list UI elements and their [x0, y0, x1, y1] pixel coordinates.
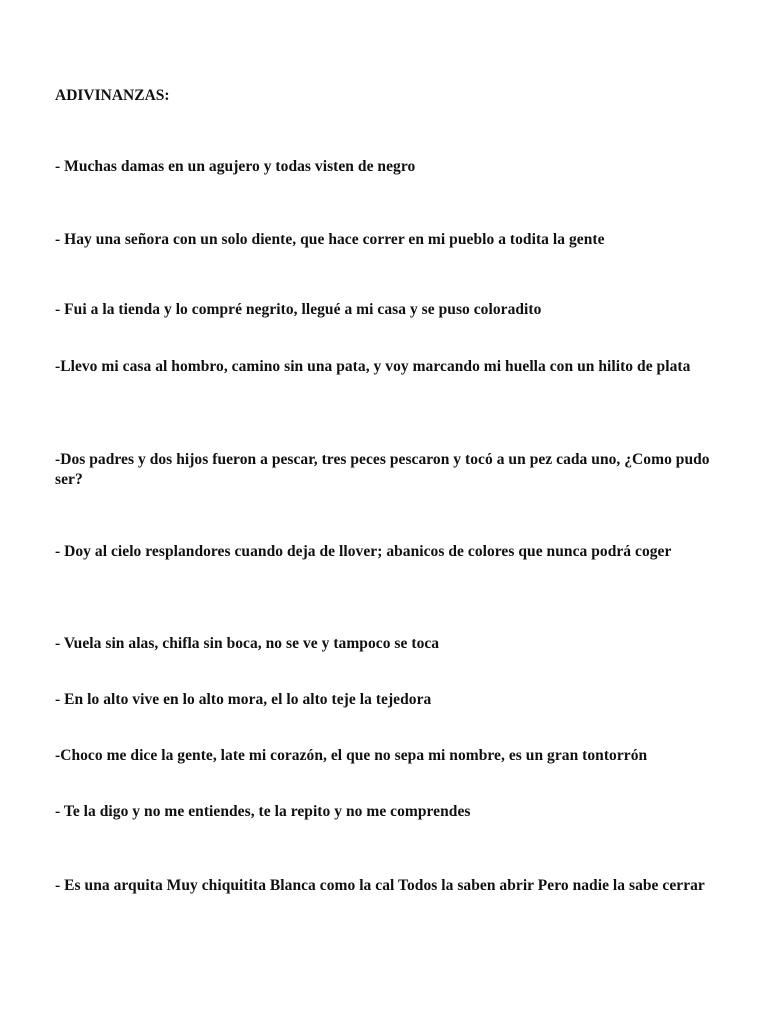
riddle-item: -Choco me dice la gente, late mi corazón, el que no sepa mi nombre, es un gran tontorrón [55, 747, 648, 764]
riddle-item: -Dos padres y dos hijos fueron a pescar, tres peces pescaron y tocó a un pez cada uno, ¿Como pudo ser? [55, 451, 710, 488]
riddle-item: - Fui a la tienda y lo compré negrito, llegué a mi casa y se puso coloradito [55, 301, 542, 318]
riddle-item: - Hay una señora con un solo diente, que hace correr en mi pueblo a todita la gente [55, 231, 605, 248]
riddle-item: - Doy al cielo resplandores cuando deja de llover; abanicos de colores que nunca podrá coger [55, 543, 672, 560]
riddle-item: -Llevo mi casa al hombro, camino sin una pata, y voy marcando mi huella con un hilito de plata [55, 358, 691, 375]
document-title: ADIVINANZAS: [55, 87, 170, 104]
riddle-item: - Muchas damas en un agujero y todas visten de negro [55, 158, 416, 175]
riddle-item: - Vuela sin alas, chifla sin boca, no se ve y tampoco se toca [55, 635, 440, 652]
riddle-item: - Te la digo y no me entiendes, te la repito y no me comprendes [55, 803, 471, 820]
riddle-item: - En lo alto vive en lo alto mora, el lo alto teje la tejedora [55, 691, 432, 708]
riddle-item: - Es una arquita Muy chiquitita Blanca como la cal Todos la saben abrir Pero nadie la sabe cerrar [55, 877, 705, 894]
